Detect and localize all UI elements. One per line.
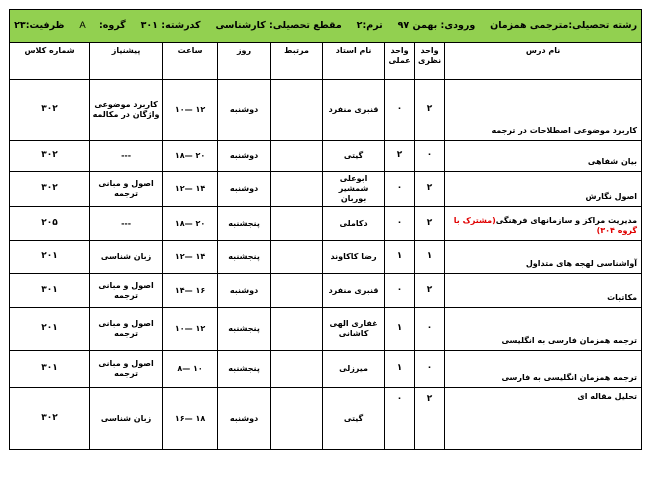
instructor: ابوعلی شمشیر بوربان	[323, 172, 385, 207]
capacity-label: ظرفیت:۲۳	[14, 20, 65, 32]
classroom: ۲۰۱	[10, 241, 90, 274]
classroom: ۳۰۲	[10, 80, 90, 141]
classroom: ۳۰۲	[10, 141, 90, 172]
time: ۱۸ —۱۶	[163, 388, 218, 450]
code-label: کدرشته: ۳۰۱	[140, 20, 201, 32]
table-row	[10, 308, 642, 351]
col-classroom: شماره کلاس	[10, 43, 90, 80]
time: ۱۲ —۱۰	[163, 308, 218, 351]
day: دوشنبه	[218, 172, 271, 207]
prerequisite: اصول و مبانی ترجمه	[90, 172, 163, 207]
practical-units: ۰	[385, 80, 415, 141]
col-course-name: نام درس	[445, 43, 642, 80]
practical-units: ۲	[385, 141, 415, 172]
term-label: ترم:۲	[356, 20, 383, 32]
theory-units: ۲	[415, 207, 445, 241]
course-name: مکاتبات	[445, 274, 642, 308]
practical-units: ۱	[385, 308, 415, 351]
instructor: رضا کاکاوند	[323, 241, 385, 274]
schedule-sheet	[9, 9, 641, 450]
theory-units: ۰	[415, 351, 445, 388]
day: دوشنبه	[218, 388, 271, 450]
practical-units: ۰	[385, 274, 415, 308]
program-header	[10, 10, 642, 43]
theory-units: ۱	[415, 241, 445, 274]
course-name: تحلیل مقاله ای	[445, 388, 642, 450]
time: ۱۴ —۱۲	[163, 172, 218, 207]
table-row	[10, 274, 642, 308]
theory-units: ۰	[415, 308, 445, 351]
course-name: اصول نگارش	[445, 172, 642, 207]
supervisor	[271, 388, 323, 450]
supervisor	[271, 351, 323, 388]
prerequisite: کاربرد موضوعی واژگان در مکالمه	[90, 80, 163, 141]
theory-units: ۰	[415, 141, 445, 172]
time: ۲۰ —۱۸	[163, 207, 218, 241]
table-row	[10, 207, 642, 241]
supervisor	[271, 308, 323, 351]
supervisor	[271, 241, 323, 274]
supervisor	[271, 207, 323, 241]
course-name: آواشناسی لهجه های متداول	[445, 241, 642, 274]
course-name: ترجمه همزمان فارسی به انگلیسی	[445, 308, 642, 351]
classroom: ۳۰۱	[10, 274, 90, 308]
course-note: (مشترک با گروه ۳۰۴)	[453, 216, 638, 235]
day: پنجشنبه	[218, 308, 271, 351]
supervisor	[271, 172, 323, 207]
classroom: ۳۰۱	[10, 351, 90, 388]
instructor: دکاملی	[323, 207, 385, 241]
course-name: مدیریت مراکز و سازمانهای فرهنگی(مشترک با گروه ۳۰۴)	[445, 207, 642, 241]
column-header-row	[10, 43, 642, 80]
day: دوشنبه	[218, 274, 271, 308]
theory-units: ۲	[415, 80, 445, 141]
classroom: ۲۰۵	[10, 207, 90, 241]
group-value: A	[79, 20, 86, 32]
col-theory-units: واحد نظری	[415, 43, 445, 80]
course-name: بیان شفاهی	[445, 141, 642, 172]
classroom: ۲۰۱	[10, 308, 90, 351]
instructor: میرزلی	[323, 351, 385, 388]
col-practical-units: واحد عملی	[385, 43, 415, 80]
instructor: گیتی	[323, 141, 385, 172]
table-row	[10, 388, 642, 450]
theory-units: ۲	[415, 388, 445, 450]
practical-units: ۰	[385, 388, 415, 450]
level-label: مقطع تحصیلی: کارشناسی	[215, 20, 342, 32]
course-name: ترجمه همزمان انگلیسی به فارسی	[445, 351, 642, 388]
table-row	[10, 80, 642, 141]
day: دوشنبه	[218, 80, 271, 141]
theory-units: ۲	[415, 274, 445, 308]
time: ۱۴ —۱۲	[163, 241, 218, 274]
table-row	[10, 141, 642, 172]
major-label: رشته تحصیلی:مترجمی همزمان	[490, 20, 638, 32]
col-prerequisite: پیشنیاز	[90, 43, 163, 80]
group-label: گروه: A	[79, 20, 126, 32]
course-schedule-table	[9, 9, 642, 450]
practical-units: ۱	[385, 351, 415, 388]
time: ۱۲ —۱۰	[163, 80, 218, 141]
prerequisite: اصول و مبانی ترجمه	[90, 351, 163, 388]
prerequisite: ---	[90, 207, 163, 241]
supervisor	[271, 141, 323, 172]
day: پنجشنبه	[218, 207, 271, 241]
col-supervisor: مرتبط	[271, 43, 323, 80]
prerequisite: اصول و مبانی ترجمه	[90, 274, 163, 308]
time: ۱۰ —۸	[163, 351, 218, 388]
col-day: روز	[218, 43, 271, 80]
instructor: قنبری منفرد	[323, 274, 385, 308]
entry-label: ورودی: بهمن ۹۷	[397, 20, 476, 32]
col-instructor: نام استاد	[323, 43, 385, 80]
theory-units: ۲	[415, 172, 445, 207]
day: پنجشنبه	[218, 241, 271, 274]
practical-units: ۰	[385, 207, 415, 241]
prerequisite: زبان شناسی	[90, 241, 163, 274]
course-name: کاربرد موضوعی اصطلاحات در ترجمه	[445, 80, 642, 141]
instructor: گیتی	[323, 388, 385, 450]
supervisor	[271, 274, 323, 308]
day: پنجشنبه	[218, 351, 271, 388]
practical-units: ۰	[385, 172, 415, 207]
col-time: ساعت	[163, 43, 218, 80]
day: دوشنبه	[218, 141, 271, 172]
supervisor	[271, 80, 323, 141]
prerequisite: اصول و مبانی ترجمه	[90, 308, 163, 351]
instructor: قنبری منفرد	[323, 80, 385, 141]
practical-units: ۱	[385, 241, 415, 274]
time: ۱۶ —۱۴	[163, 274, 218, 308]
prerequisite: زبان شناسی	[90, 388, 163, 450]
classroom: ۳۰۲	[10, 172, 90, 207]
prerequisite: ---	[90, 141, 163, 172]
instructor: غفاری الهی کاشانی	[323, 308, 385, 351]
table-row	[10, 351, 642, 388]
table-row	[10, 172, 642, 207]
table-row	[10, 241, 642, 274]
classroom: ۳۰۲	[10, 388, 90, 450]
header-row	[10, 10, 642, 43]
time: ۲۰ —۱۸	[163, 141, 218, 172]
